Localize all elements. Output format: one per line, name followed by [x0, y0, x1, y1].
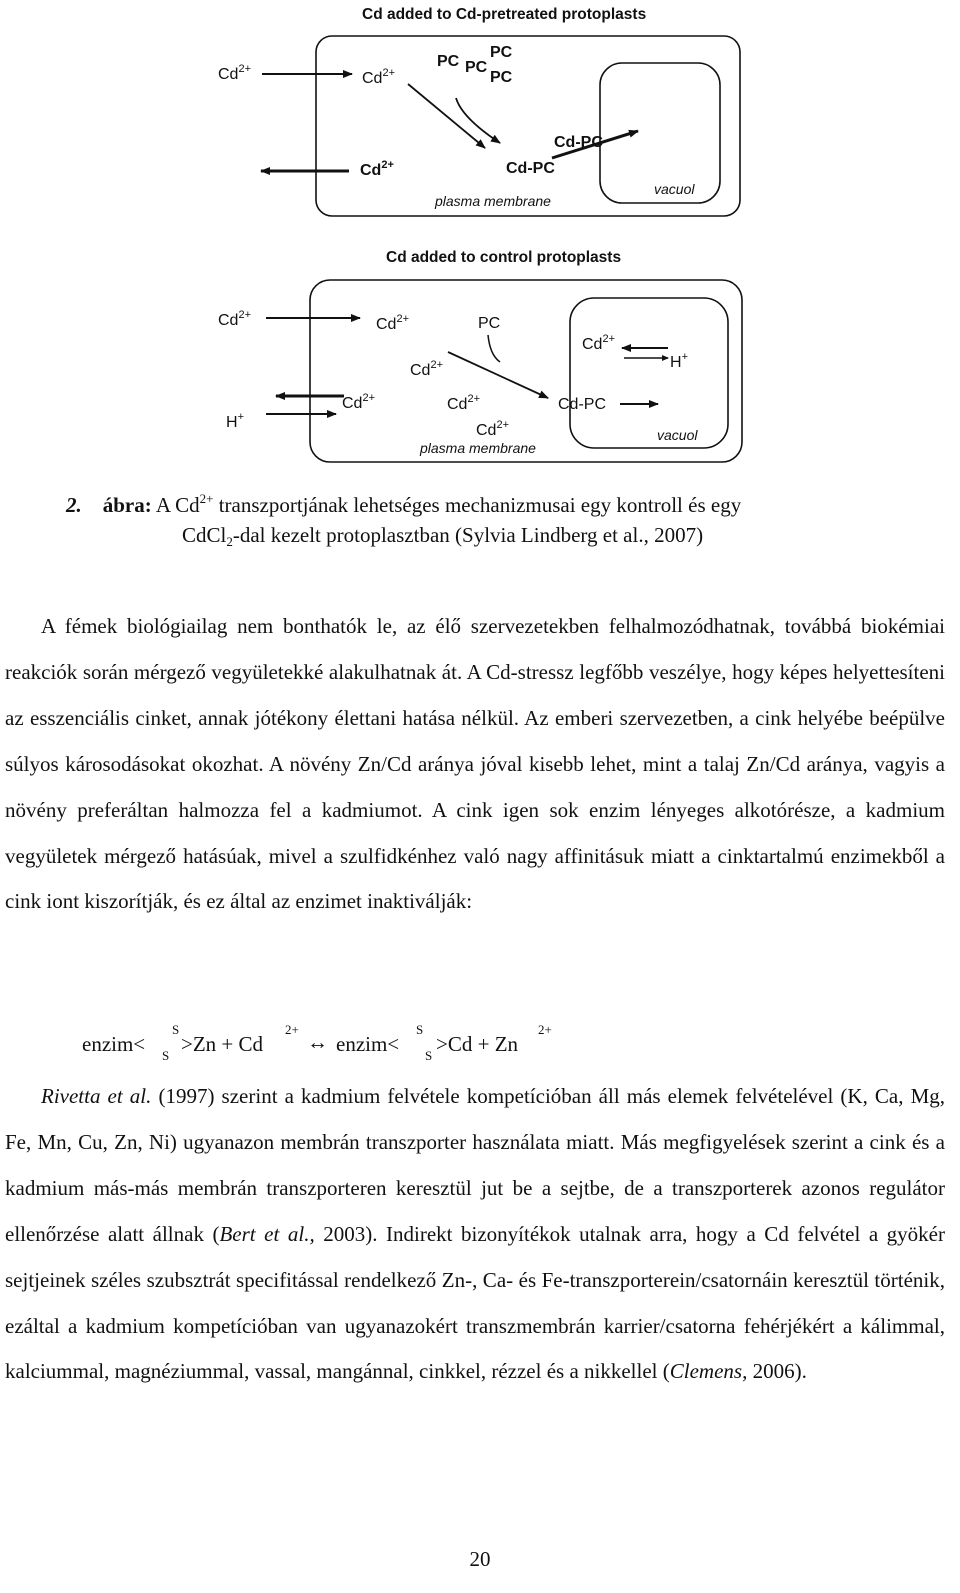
bottom-h-vacuole: H+ — [670, 351, 688, 371]
paragraph-2 — [5, 1074, 945, 1395]
top-cd-pc-vacuole: Cd-PC — [554, 134, 603, 151]
top-pc-label-2: PC — [490, 44, 513, 61]
page-number: 20 — [469, 1547, 491, 1571]
caption-number: 2. — [66, 493, 82, 517]
top-cd-efflux: $Cd^{2+}$ — [360, 159, 394, 179]
paragraph-1: A fémek biológiailag nem bonthatók le, az élő szervezetekben felhalmozódhatnak, továbbá biokémiai reakciók során mérgező vegyületekké alakulhatnak át. A Cd-stressz legfőbb veszélye, hogy képes helyettesíteni az esszenciális cinket, annak jótékony élettani hatása nélkül. Az emberi szervezetben, a cink helyébe beépülve súlyos károsodásokat okozhat. A növény Zn/Cd aránya jóval kisebb lehet, mint a talaj Zn/Cd aránya, vagyis a növény preferáltan halmozza fel a kadmiumot. A cink igen sok enzim lényeges alkotórésze, a kadmium vegyületek mérgező hatásúak, mivel a szulfidkénhez való nagy affinitásuk miatt a cinktartalmú enzimekből a cink iont kiszorítják, és ez által az enzimet inaktiválják: — [5, 614, 945, 914]
bottom-cd-pc: Cd-PC — [558, 396, 607, 413]
bottom-panel-title: Cd added to control protoplasts — [386, 249, 622, 266]
caption-line2-a: CdCl — [182, 523, 227, 547]
paragraph-2-text-3: 2006). — [747, 1359, 807, 1384]
eq-left-a: enzim< — [82, 1032, 146, 1056]
paragraph-2-text-2: 2003). Indirekt bizonyítékok utalnak arra, hogy a Cd felvétel a gyökér sejtjeinek széles szubsztrát specifitással rendelkező Zn-, Ca- és Fe-transzporterein/csatornáin keresztül történik, ezáltal a kadmium kompetícióban van ugyanazokért transzmembrán karrier/csatorna fehérjékért a kálimmal, kalciummal, magnéziummal, vassal, mangánnal, cinkkel, rézzel és a nikkellel ( — [5, 1221, 945, 1384]
bottom-cd-outside: $Cd^{2+}$ — [218, 309, 251, 329]
eq-sup-2: 2+ — [538, 1022, 552, 1037]
top-cd-pc: Cd-PC — [506, 160, 555, 177]
caption-label: ábra: — [102, 493, 152, 517]
eq-s-top-1: S — [172, 1022, 180, 1037]
bottom-cd-mid2: $Cd^{2+}$ — [447, 393, 480, 413]
eq-sup-1: 2+ — [285, 1022, 299, 1037]
bottom-cd-antiport: $Cd^{2+}$ — [342, 392, 375, 412]
top-cdin-arrow — [408, 84, 485, 148]
eq-arrow: ↔ — [307, 1030, 328, 1054]
eq-s-top-2: S — [416, 1022, 424, 1037]
eq-s-bottom-2: S — [425, 1048, 433, 1063]
bottom-vacuole — [570, 298, 728, 448]
top-vacuole-label: vacuol — [654, 181, 695, 197]
bottom-membrane-label: plasma membrane — [420, 440, 536, 456]
bottom-cd-mid1: $Cd^{2+}$ — [410, 359, 443, 379]
paragraph-2-text-1: (1997) szerint a kadmium felvétele kompetícióban áll más elemek felvételével (K, Ca, Mg, Fe, Mn, Cu, Zn, Ni) ugyanazon membrán transzporter használata miatt. Más megfigyelések szerint a cink és a kadmium más-más membrán transzporteren keresztül jut be a sejtbe, de a transzporterek azonos regulátor ellenőrzése alatt állnak ( — [5, 1084, 945, 1246]
caption-text-1: A Cd — [155, 493, 200, 517]
top-cd-outside: $Cd^{2+}$ — [218, 63, 251, 83]
bottom-cd-inside: $Cd^{2+}$ — [376, 313, 409, 333]
citation-bert: Bert et al., — [219, 1221, 315, 1246]
top-pc-arrow — [456, 98, 500, 143]
citation-clemens: Clemens, — [669, 1359, 748, 1384]
bottom-vacuole-label: vacuol — [657, 427, 698, 443]
top-cd-inside: $Cd^{2+}$ — [362, 67, 395, 87]
caption-text-2: transzportjának lehetséges mechanizmusai egy kontroll és egy — [218, 493, 742, 517]
top-panel-title: Cd added to Cd-pretreated protoplasts — [362, 6, 647, 23]
caption-sub: 2 — [226, 534, 233, 549]
bottom-pc-arrow — [488, 335, 500, 362]
figure-caption-line-2 — [0, 520, 960, 550]
citation-rivetta: Rivetta et al. — [41, 1084, 152, 1108]
top-pc-label-1: PC — [437, 53, 460, 70]
bottom-cd-vacuole: $Cd^{2+}$ — [582, 333, 615, 353]
caption-line2-b: -dal kezelt protoplasztban (Sylvia Lindberg et al., 2007) — [232, 523, 704, 547]
eq-left-b: >Zn + Cd — [181, 1032, 264, 1056]
bottom-h-outside: H+ — [226, 411, 244, 431]
bottom-pc-label: PC — [478, 315, 501, 332]
eq-right-b: >Cd + Zn — [436, 1032, 519, 1056]
figure-caption-line-1 — [0, 490, 960, 520]
eq-s-bottom-1: S — [162, 1048, 170, 1063]
top-membrane-label: plasma membrane — [435, 193, 551, 209]
caption-sup: 2+ — [199, 491, 214, 506]
bottom-cd-pc-arrow — [448, 352, 548, 398]
top-pc-label-4: PC — [490, 69, 513, 86]
eq-right-a: enzim< — [336, 1032, 400, 1056]
bottom-cd-mid3: $Cd^{2+}$ — [476, 419, 509, 439]
figure-diagram — [0, 0, 960, 480]
top-pc-label-3: PC — [465, 59, 488, 76]
